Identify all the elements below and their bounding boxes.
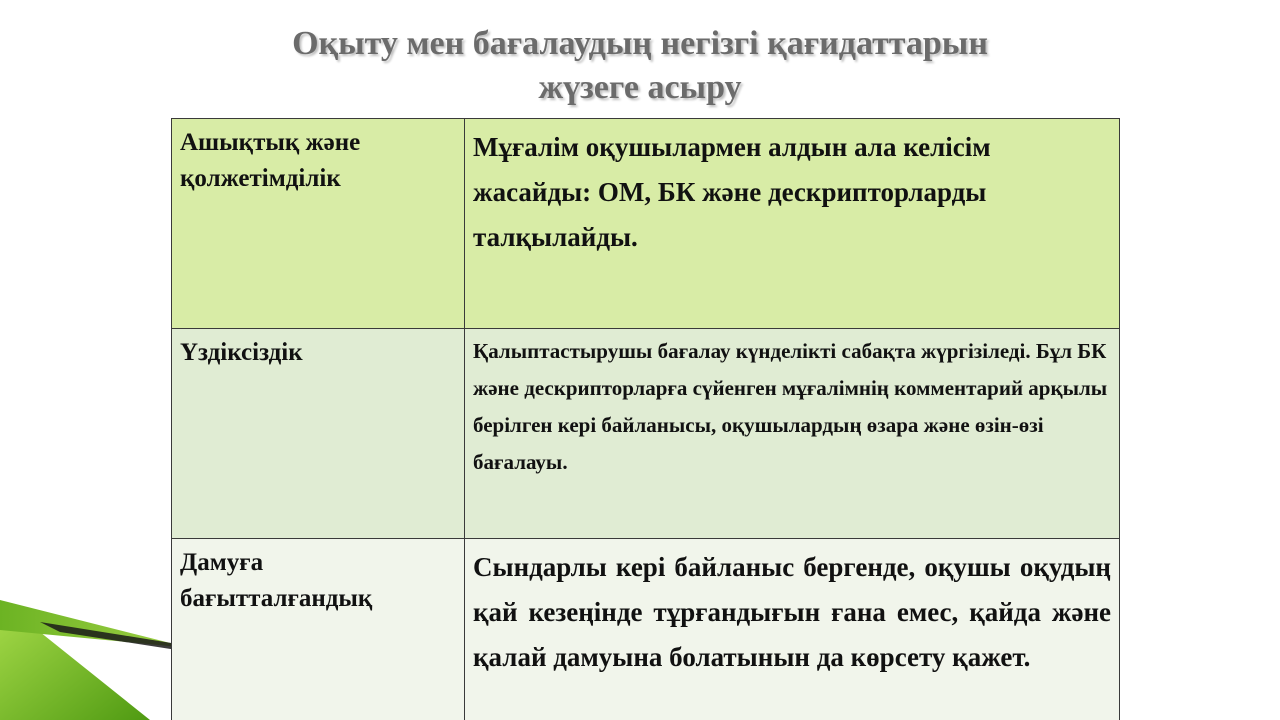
principle-description: Мұғалім оқушылармен алдын ала келісім жасайды: ОМ, БК және дескрипторларды талқылайды. bbox=[465, 119, 1120, 329]
slide-title bbox=[0, 22, 1280, 110]
principles-table bbox=[171, 118, 1120, 720]
table-row bbox=[172, 539, 1120, 720]
table-row bbox=[172, 329, 1120, 539]
principle-label: Үздіксіздік bbox=[172, 329, 465, 539]
principle-description: Сындарлы кері байланыс бергенде, оқушы оқудың қай кезеңінде тұрғандығын ғана емес, қайда және қалай дамуына болатынын да көрсету қажет. bbox=[465, 539, 1120, 720]
slide-title-line2: жүзеге асыру bbox=[538, 69, 742, 106]
principle-label: Дамуға бағытталғандық bbox=[172, 539, 465, 720]
green-swoosh-decoration bbox=[0, 560, 190, 720]
slide-title-line1: Оқыту мен бағалаудың негізгі қағидаттарын bbox=[292, 25, 988, 62]
principle-description: Қалыптастырушы бағалау күнделікті сабақта жүргізіледі. Бұл БК және дескрипторларға сүйенген мұғалімнің комментарий арқылы берілген кері байланысы, оқушылардың өзара және өзін-өзі бағалауы. bbox=[465, 329, 1120, 539]
principle-label: Ашықтық және қолжетімділік bbox=[172, 119, 465, 329]
table-row bbox=[172, 119, 1120, 329]
